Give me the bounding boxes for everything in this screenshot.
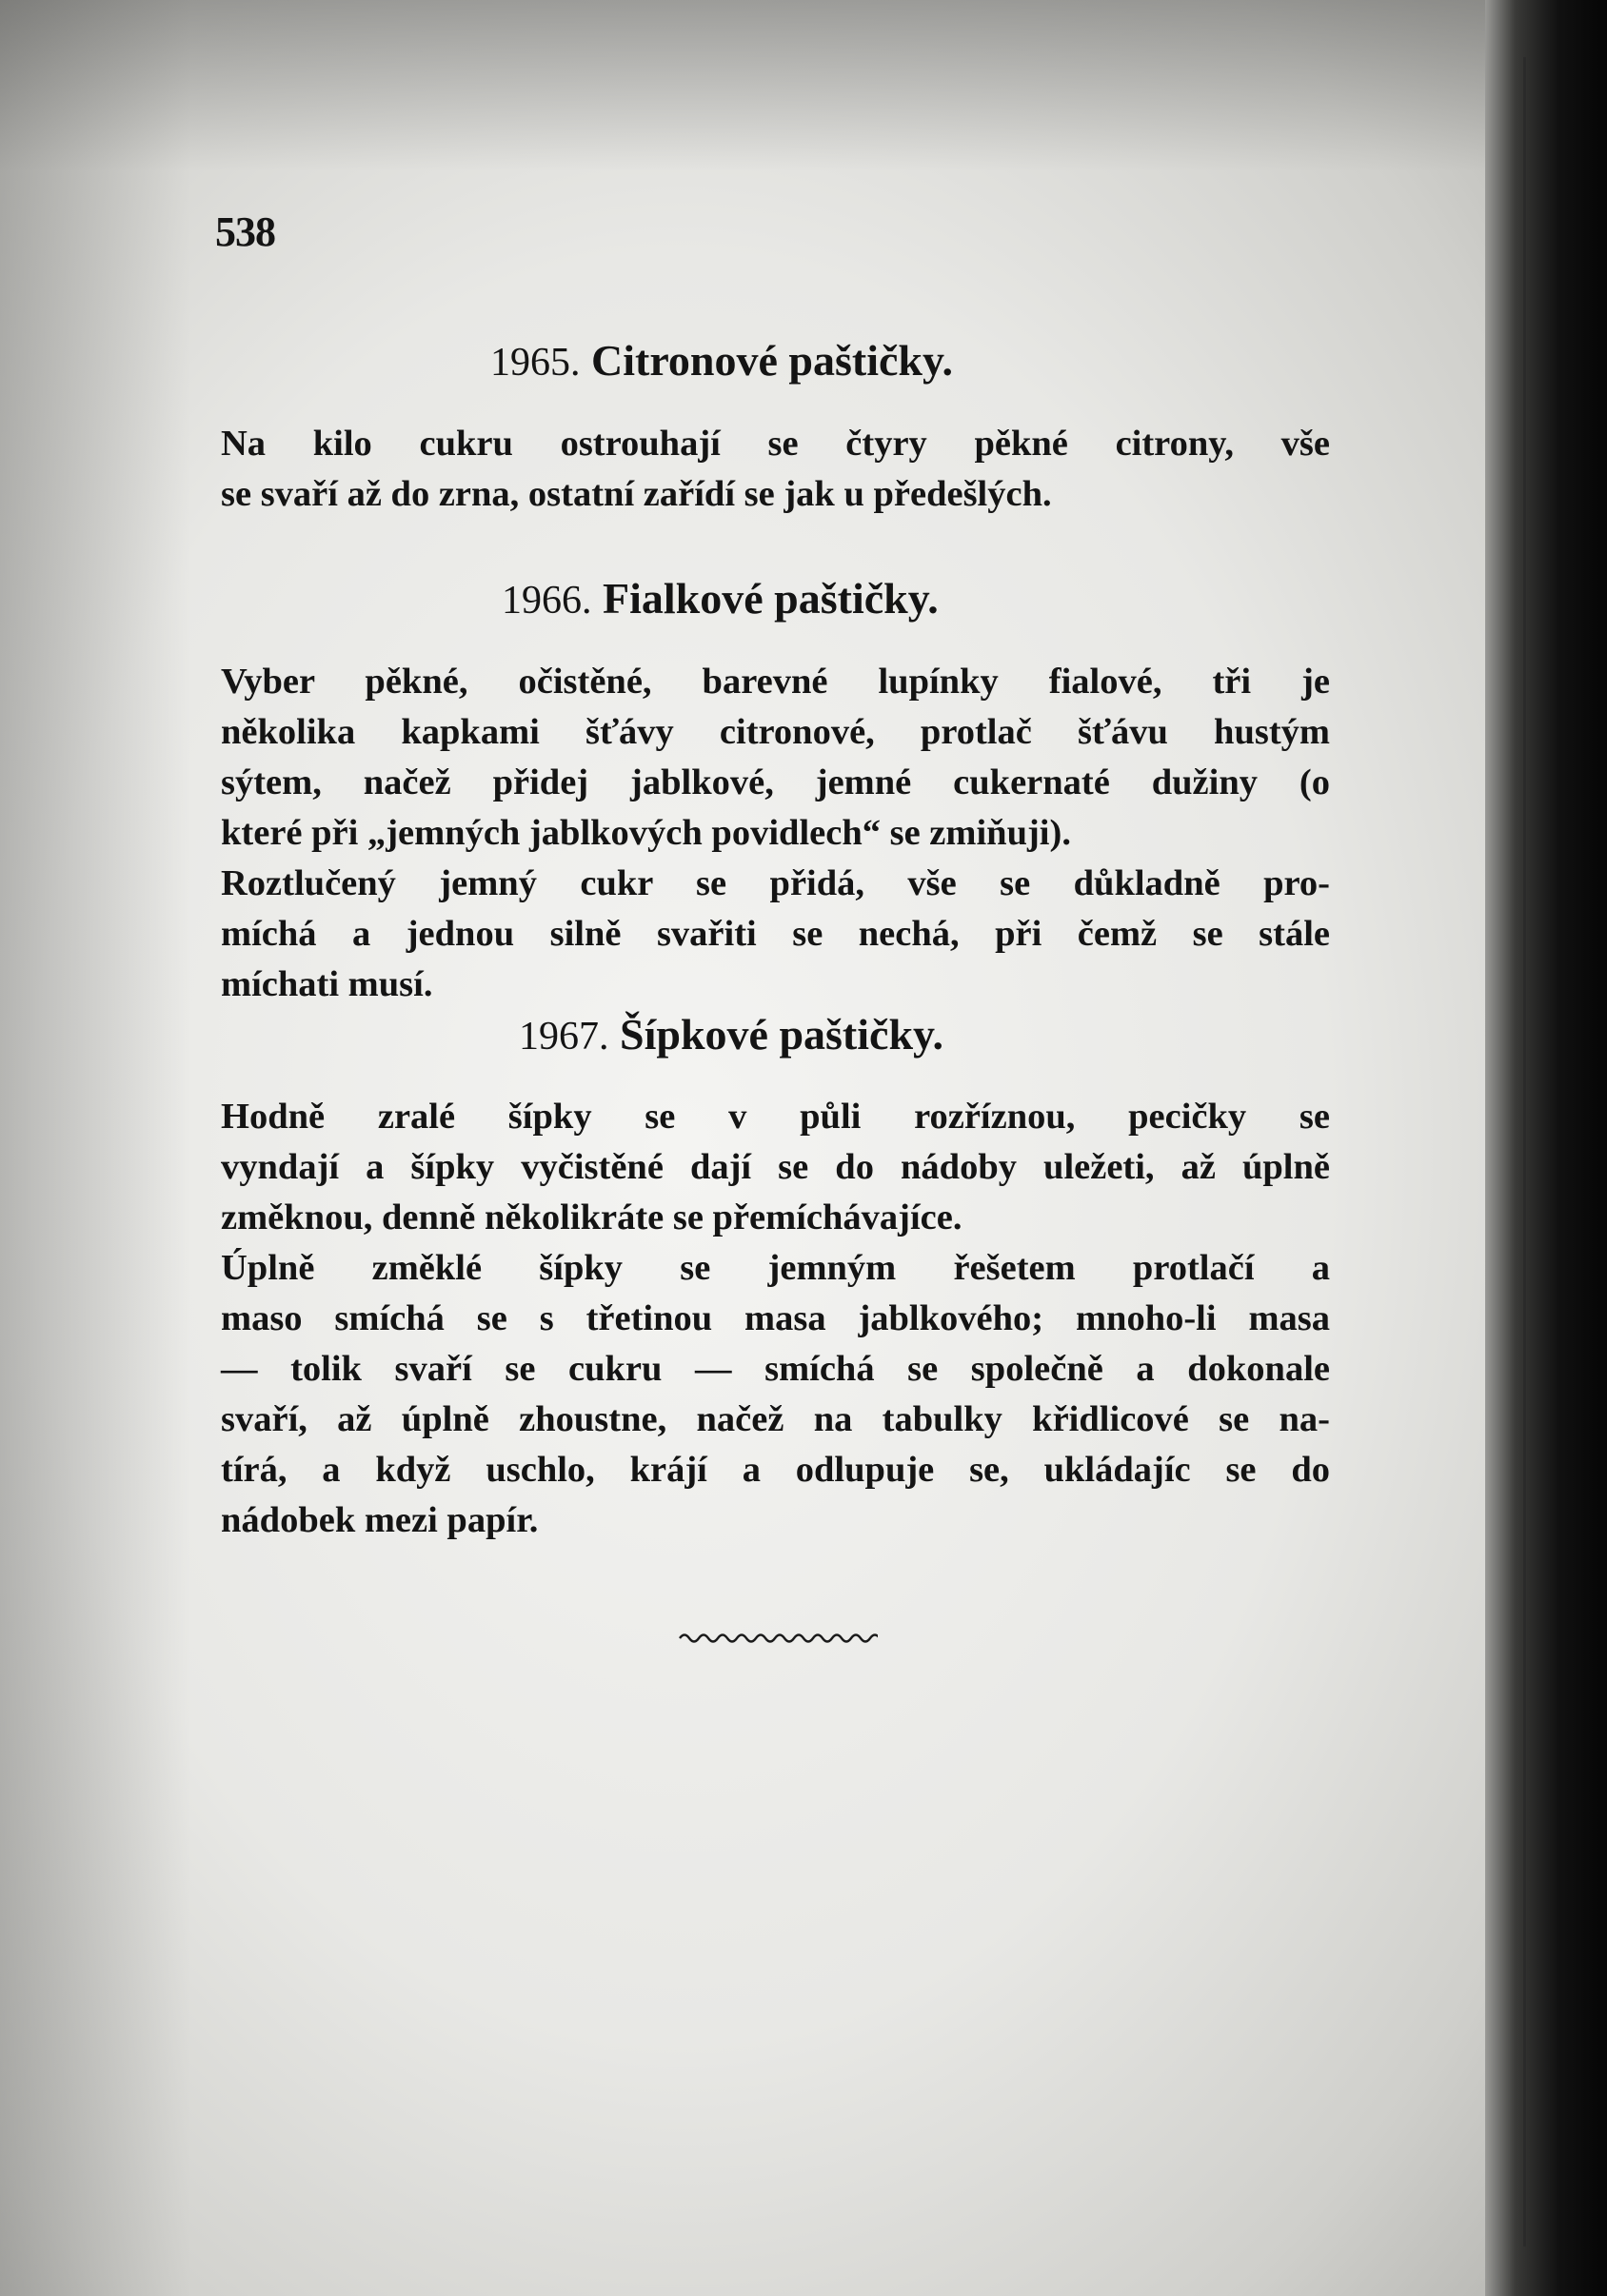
text-line: nádobek mezi papír. [221, 1500, 539, 1540]
text-line: vyndají a šípky vyčistěné dají se do nádoby uležeti, až úplně [221, 1147, 1330, 1187]
text-line: Vyber pěkné, očistěné, barevné lupínky fialové, tři je [221, 662, 1330, 702]
text-line: míchá a jednou silně svařiti se nechá, při čemž se stále [221, 914, 1330, 954]
recipe-title: Citronové paštičky. [591, 336, 953, 385]
text-line: tírá, a když uschlo, krájí a odlupuje se, ukládajíc se do [221, 1450, 1330, 1490]
recipe-text-1967 [221, 1092, 1330, 1546]
text-line: několika kapkami šťávy citronové, protlač šťávu hustým [221, 712, 1330, 752]
recipe-number: 1967. [519, 1015, 609, 1059]
text-line: Na kilo cukru ostrouhají se čtyry pěkné citrony, vše [221, 424, 1330, 464]
recipe-number: 1966. [502, 579, 592, 623]
book-spine-shadow [1485, 0, 1607, 2296]
page-shadow-top [0, 0, 1514, 171]
recipe-heading-1965 [0, 335, 1514, 386]
text-line: se svaří až do zrna, ostatní zařídí se jak u předešlých. [221, 474, 1052, 514]
wavy-divider-ornament [678, 1630, 878, 1647]
text-line: Úplně změklé šípky se jemným řešetem protlačí a [221, 1248, 1330, 1288]
text-line: maso smíchá se s třetinou masa jablkového; mnoho-li masa [221, 1298, 1330, 1338]
binding-edge-line [1523, 57, 1526, 2247]
recipe-heading-1967 [0, 1009, 1514, 1059]
text-line: které při „jemných jablkových povidlech“ se zmiňuji). [221, 813, 1071, 853]
text-line: svaří, až úplně zhoustne, načež na tabulky křidlicové se na- [221, 1399, 1330, 1439]
text-line: — tolik svaří se cukru — smíchá se společně a dokonale [221, 1349, 1330, 1389]
text-line: Hodně zralé šípky se v půli rozříznou, pecičky se [221, 1097, 1330, 1137]
recipe-title: Fialkové paštičky. [603, 574, 939, 623]
text-line: Roztlučený jemný cukr se přidá, vše se důkladně pro- [221, 863, 1330, 903]
recipe-text-1965 [221, 419, 1330, 520]
recipe-heading-1966 [0, 573, 1514, 623]
recipe-number: 1965. [490, 341, 581, 385]
text-line: sýtem, načež přidej jablkové, jemné cukernaté dužiny (o [221, 762, 1330, 802]
recipe-title: Šípkové paštičky. [620, 1010, 943, 1059]
text-line: změknou, denně několikráte se přemíchávajíce. [221, 1197, 962, 1237]
recipe-text-1966 [221, 657, 1330, 1010]
text-line: míchati musí. [221, 964, 433, 1004]
page-number: 538 [215, 208, 275, 255]
